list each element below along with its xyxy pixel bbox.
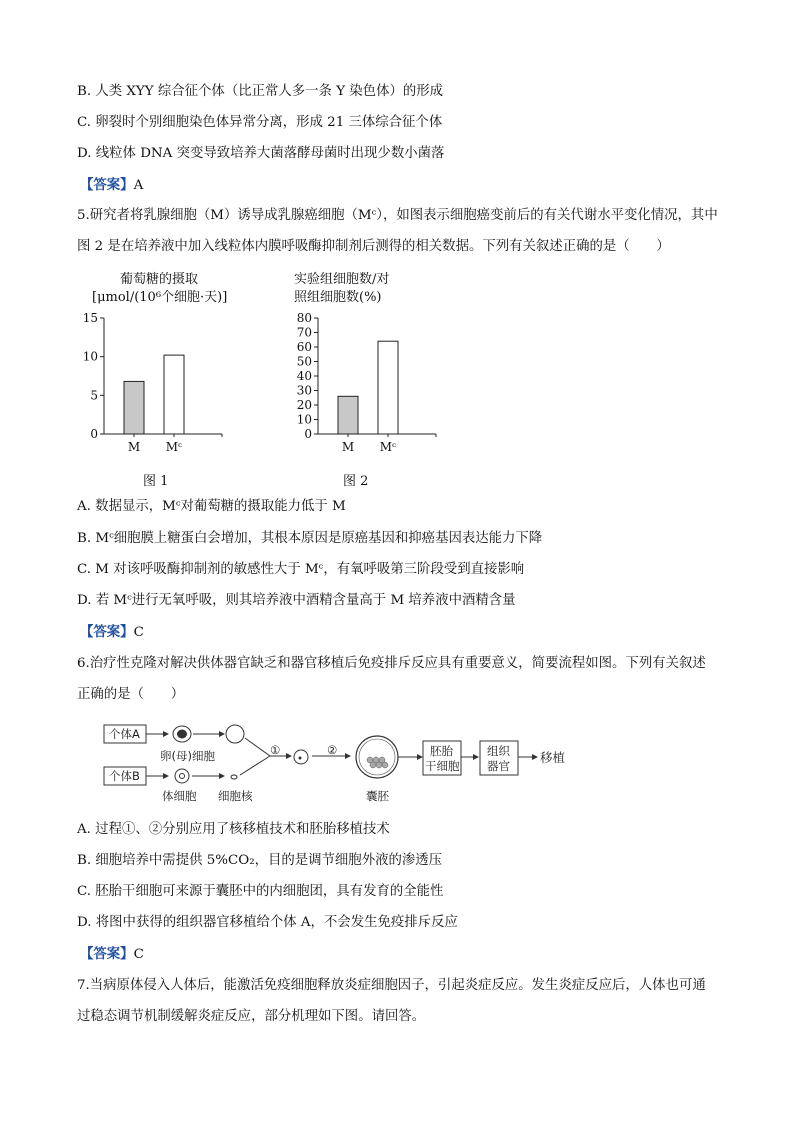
q6-answer (80, 945, 144, 964)
q6-option-b: B. 细胞培养中需提供 5%CO₂，目的是调节细胞外液的渗透压 (77, 853, 443, 868)
x-tick-label: Mᶜ (379, 440, 397, 454)
cloning-flow-diagram (100, 720, 440, 810)
chart1-title: 葡萄糖的摄取 (120, 272, 199, 287)
answer-label: 【答案】 (80, 946, 134, 962)
egg-nucleus-icon (177, 730, 187, 739)
answer-value: C (133, 625, 144, 640)
organ-label-1: 组织 (487, 744, 510, 758)
bar-m (124, 381, 144, 434)
nucleus-label: 细胞核 (218, 789, 253, 803)
y-tick-label: 70 (296, 325, 312, 340)
somatic-cell-label: 体细胞 (162, 789, 197, 803)
chart2 (282, 306, 482, 456)
chart2-caption: 图 2 (343, 474, 369, 489)
chart1-ylabel: [μmol/(10⁶个细胞·天)] (92, 290, 228, 305)
y-tick-label: 80 (296, 311, 312, 325)
chart2-ylabel: 照组细胞数(%) (294, 290, 382, 305)
y-tick-label: 10 (296, 412, 312, 427)
blastocyst-label: 囊胚 (366, 789, 389, 803)
q6-option-c: C. 胚胎干细胞可来源于囊胚中的内细胞团，具有发育的全能性 (77, 884, 444, 899)
y-tick-label: 30 (296, 383, 312, 398)
y-tick-label: 40 (296, 369, 312, 383)
individual-b-label: 个体B (109, 769, 140, 783)
answer-label: 【答案】 (80, 624, 134, 640)
cloning-flow-diagram-right (422, 740, 592, 800)
q5-option-a: A. 数据显示，Mᶜ对葡萄糖的摄取能力低于 M (77, 499, 346, 514)
q5-option-c: C. M 对该呼吸酶抑制剂的敏感性大于 Mᶜ，有氧呼吸第三阶段受到直接影响 (77, 562, 525, 577)
y-tick-label: 10 (82, 349, 98, 364)
esc-label-1: 胚胎 (430, 744, 453, 758)
x-tick-label: M (127, 440, 141, 454)
y-tick-label: 20 (296, 398, 312, 412)
y-tick-label: 5 (90, 388, 98, 403)
q5-option-d: D. 若 Mᶜ进行无氧呼吸，则其培养液中酒精含量高于 M 培养液中酒精含量 (77, 593, 516, 608)
chart1 (68, 306, 268, 456)
q6-stem-line1: 6.治疗性克隆对解决供体器官缺乏和器官移植后免疫排斥反应具有重要意义，简要流程如图。下列有关叙述 (77, 656, 706, 671)
y-tick-label: 15 (82, 311, 98, 325)
enucleated-egg-icon (226, 725, 244, 743)
inner-cell-mass-icon (367, 757, 388, 768)
q4-option-c: C. 卵裂时个别细胞染色体异常分离，形成 21 三体综合征个体 (77, 115, 443, 130)
answer-label: 【答案】 (80, 177, 134, 193)
q4-answer (80, 176, 143, 195)
step-1-label: ① (270, 743, 281, 757)
bar-mc (164, 355, 184, 434)
q7-stem-line1: 7.当病原体侵入人体后，能激活免疫细胞释放炎症细胞因子，引起炎症反应。发生炎症反应后，人体也可通 (77, 978, 706, 993)
bar-m (338, 396, 358, 434)
answer-value: C (133, 947, 144, 962)
q5-answer (80, 623, 144, 642)
answer-value: A (133, 178, 144, 193)
x-tick-label: Mᶜ (165, 440, 183, 454)
y-tick-label: 0 (304, 427, 312, 441)
y-tick-label: 50 (296, 354, 312, 369)
organ-label-2: 器官 (487, 759, 510, 773)
chart2-title: 实验组细胞数/对 (294, 272, 390, 287)
q6-option-d: D. 将图中获得的组织器官移植给个体 A，不会发生免疫排斥反应 (77, 915, 458, 930)
nucleus-icon (231, 775, 237, 779)
q5-stem-line1: 5.研究者将乳腺细胞（M）诱导成乳腺癌细胞（Mᶜ），如图表示细胞癌变前后的有关代谢水平变化情况，其中 (77, 208, 718, 223)
individual-a-label: 个体A (109, 727, 140, 741)
reconstructed-nucleus-icon (299, 757, 302, 760)
x-tick-label: M (341, 440, 355, 454)
bar-mc (378, 341, 398, 434)
y-tick-label: 60 (296, 340, 312, 354)
chart1-caption: 图 1 (143, 474, 169, 489)
y-tick-label: 0 (90, 427, 98, 441)
q5-option-b: B. Mᶜ细胞膜上糖蛋白会增加，其根本原因是原癌基因和抑癌基因表达能力下降 (77, 531, 543, 546)
transplant-label: 移植 (540, 750, 566, 765)
egg-cell-label: 卵(母)细胞 (160, 749, 215, 763)
q6-stem-line2: 正确的是（ ） (77, 687, 185, 702)
q6-option-a: A. 过程①、②分别应用了核移植技术和胚胎移植技术 (77, 822, 390, 837)
esc-label-2: 干细胞 (425, 759, 460, 773)
q4-option-b: B. 人类 XYY 综合征个体（比正常人多一条 Y 染色体）的形成 (77, 84, 444, 99)
step-2-label: ② (327, 743, 338, 757)
q4-option-d: D. 线粒体 DNA 突变导致培养大菌落酵母菌时出现少数小菌落 (77, 146, 445, 161)
q7-stem-line2: 过稳态调节机制缓解炎症反应，部分机理如下图。请回答。 (77, 1009, 426, 1024)
q5-stem-line2: 图 2 是在培养液中加入线粒体内膜呼吸酶抑制剂后测得的相关数据。下列有关叙述正确的是（ ） (77, 239, 670, 254)
somatic-nucleus-icon (180, 774, 185, 779)
